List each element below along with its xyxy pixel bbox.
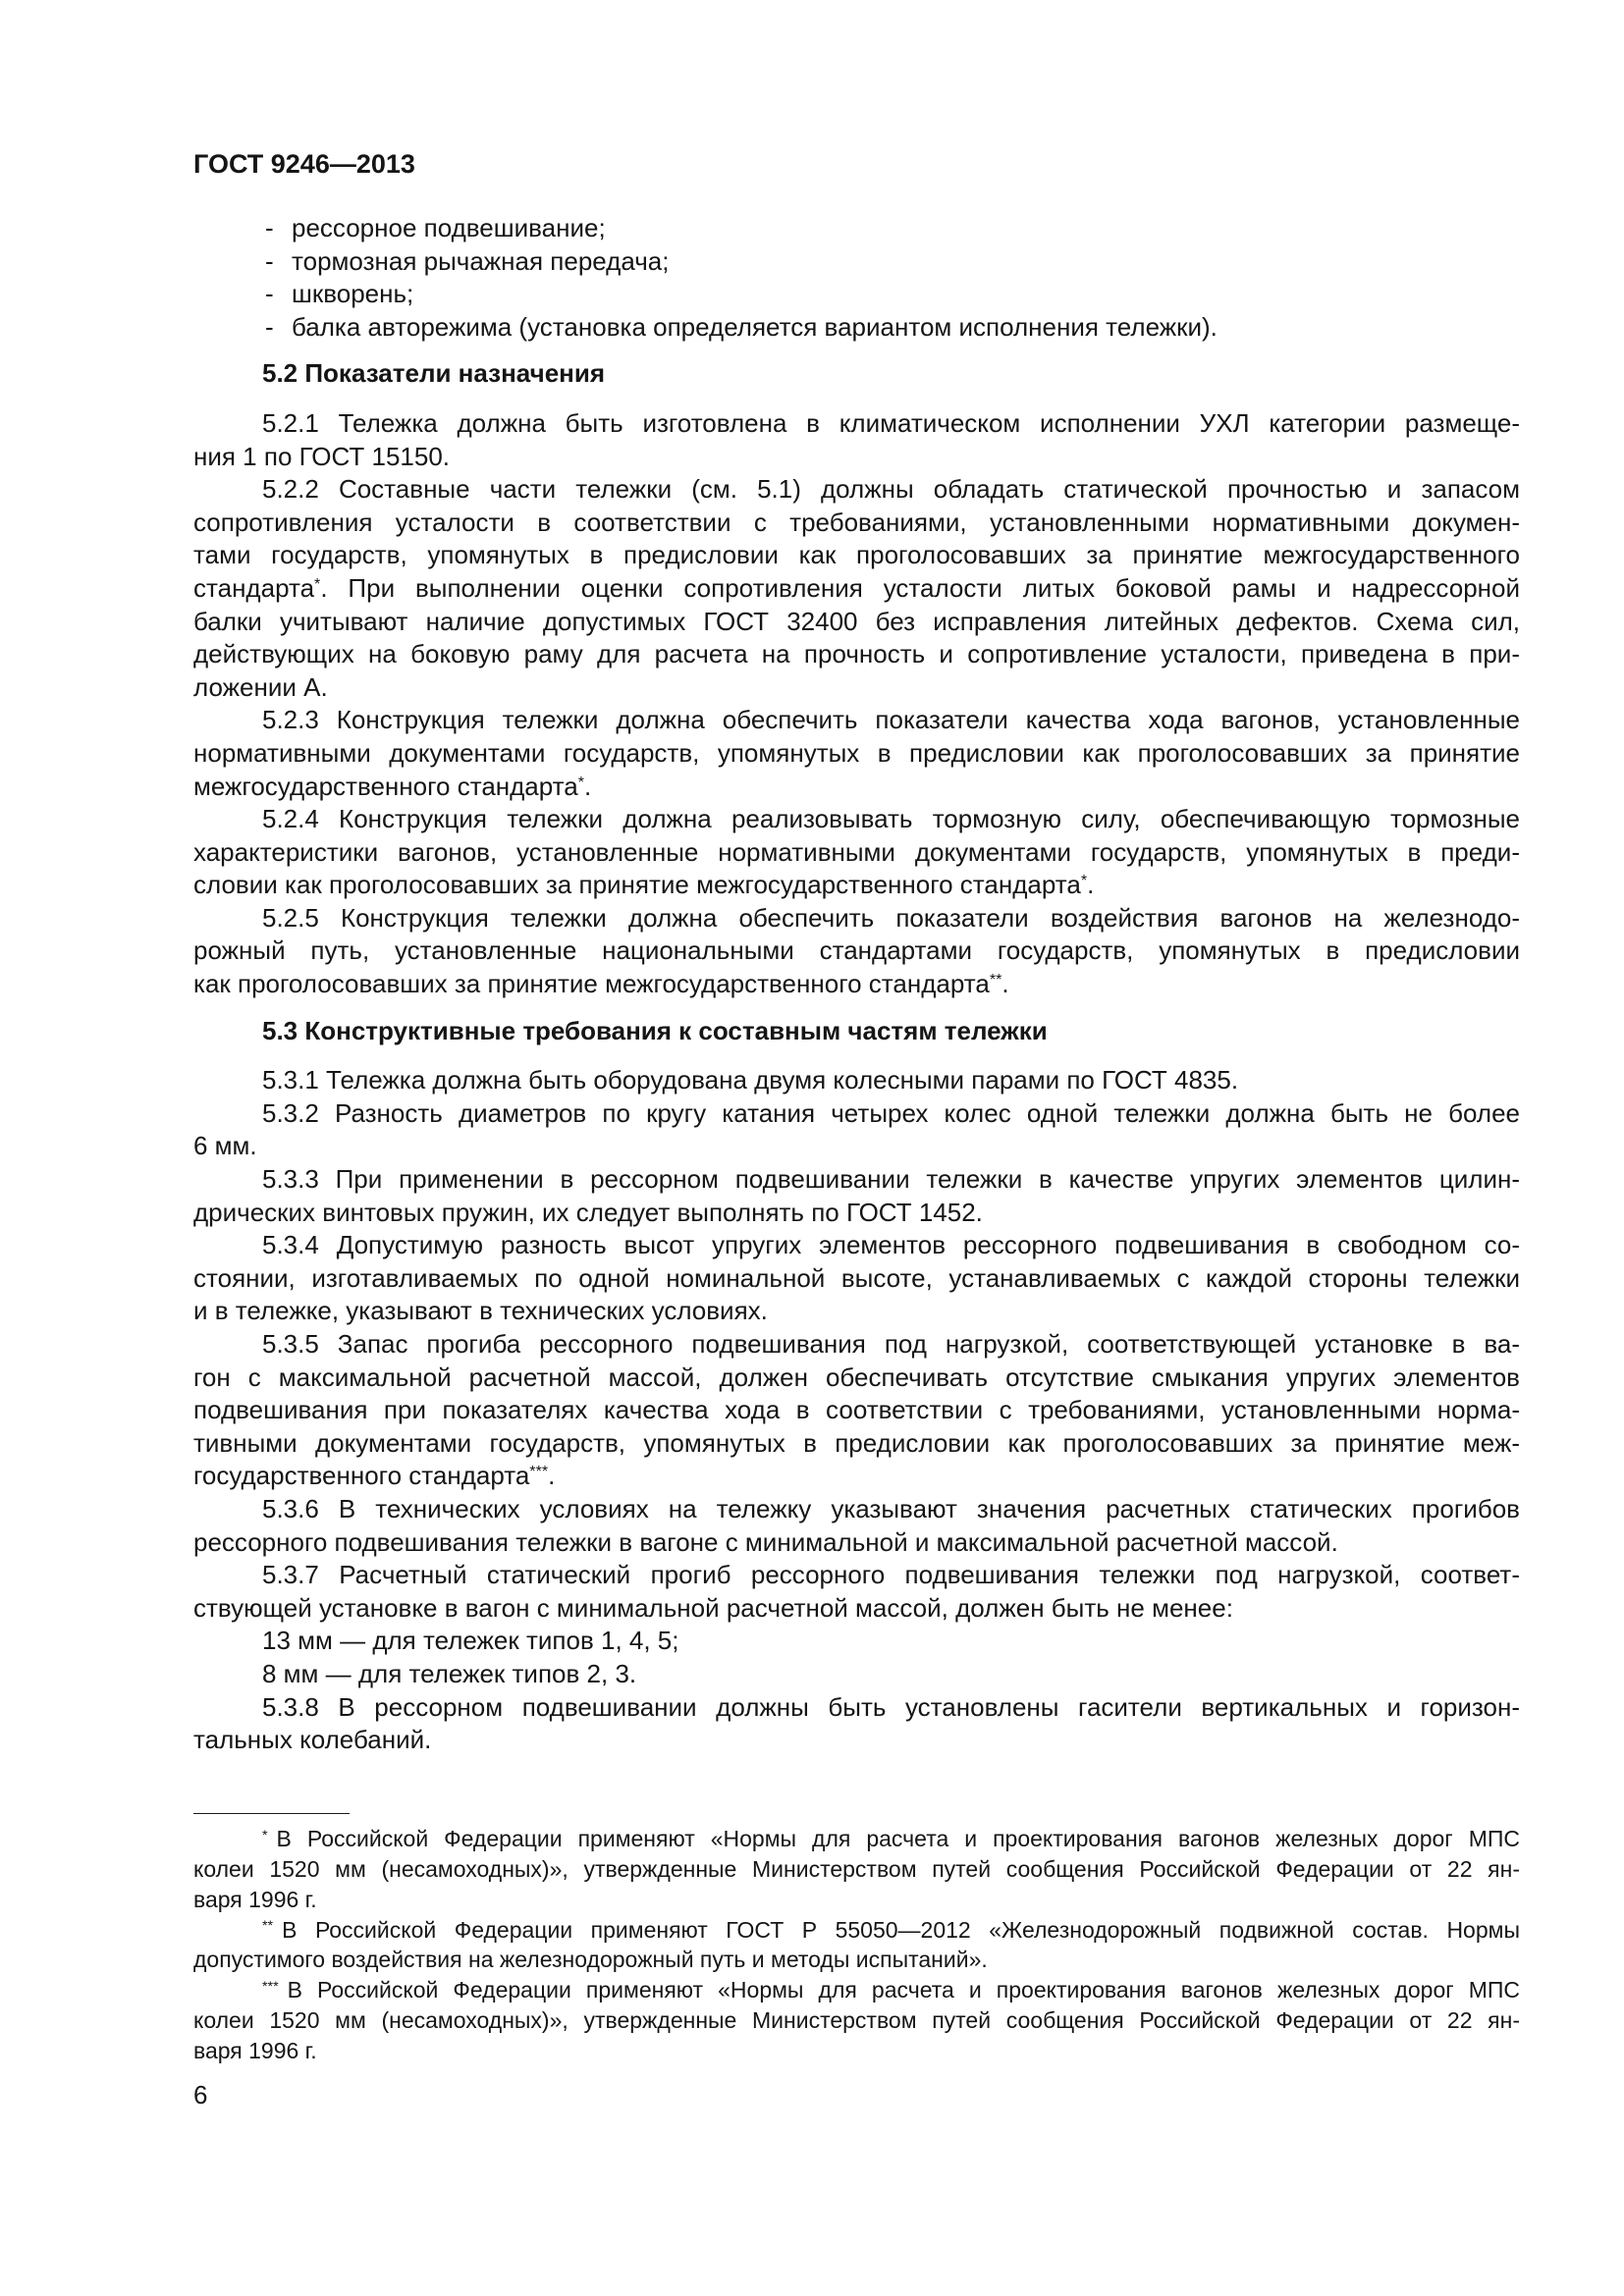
text-line: 5.2.5 Конструкция тележки должна обеспечить показатели воздействия вагонов на железнодо- <box>262 902 1520 933</box>
list-item-text: шкворень; <box>292 279 414 309</box>
text-line: 6 мм. <box>193 1131 257 1161</box>
list-item <box>193 278 1520 311</box>
list-item-text: рессорное подвешивание; <box>292 213 606 242</box>
paragraph <box>193 1064 1520 1097</box>
text-line <box>193 1915 1520 1946</box>
footnote <box>193 1824 1520 1915</box>
list-item-text: тормозная рычажная передача; <box>292 245 670 276</box>
paragraph <box>193 407 1520 473</box>
list-item <box>193 212 1520 245</box>
text-line: гон с максимальной расчетной массой, должен обеспечивать отсутствие смыкания упругих элементов <box>193 1362 1520 1392</box>
text-line: нормативными документами государств, упомянутых в предисловии как проголосовавших за принятие <box>193 737 1520 768</box>
text-line: стоянии, изготавливаемых по одной номинальной высоте, устанавливаемых с каждой стороны тележки <box>193 1262 1520 1293</box>
section-heading: 5.3 Конструктивные требования к составным частям тележки <box>262 1015 1048 1045</box>
paragraph <box>193 1097 1520 1163</box>
text-line: ствующей установке в вагон с минимальной расчетной массой, должен быть не менее: <box>193 1592 1233 1623</box>
text-line: 8 мм — для тележек типов 2, 3. <box>262 1658 637 1688</box>
line-text: . <box>548 1461 556 1491</box>
bullet-list <box>193 212 1520 344</box>
paragraph <box>193 1559 1520 1625</box>
text-line: действующих на боковую раму для расчета на прочность и сопротивление усталости, приведена в при- <box>193 639 1520 669</box>
section <box>193 1015 1520 1757</box>
text-line: тивными документами государств, упомянутых в предисловии как проголосовавших за принятие меж- <box>193 1427 1520 1458</box>
paragraph <box>193 803 1520 902</box>
text-line <box>193 968 1520 1001</box>
list-bullet: - <box>265 311 274 342</box>
line-text: В Российской Федерации применяют «Нормы для расчета и проектирования вагонов железных дорог МПС <box>287 1977 1520 2003</box>
line-text: государственного стандарта <box>193 1461 530 1491</box>
section-heading: 5.2 Показатели назначения <box>262 358 606 389</box>
paragraph <box>193 704 1520 803</box>
text-line: 13 мм — для тележек типов 1, 4, 5; <box>262 1626 679 1656</box>
footnote-reference-marker: * <box>577 773 585 791</box>
paragraph <box>193 1625 1520 1658</box>
footnote-marker: *** <box>262 1979 279 1996</box>
footnote-reference-marker: ** <box>989 971 1002 989</box>
text-line: дрических винтовых пружин, их следует выполнять по ГОСТ 1452. <box>193 1197 983 1227</box>
text-line: подвешивания при показателях качества хода в соответствии с требованиями, установленными норма- <box>193 1395 1520 1425</box>
text-line: рессорного подвешивания тележки в вагоне с минимальной и максимальной расчетной массой. <box>193 1526 1338 1557</box>
text-line: 5.3.4 Допустимую разность высот упругих элементов рессорного подвешивания в свободном со- <box>262 1230 1520 1260</box>
text-line: варя 1996 г. <box>193 2038 317 2064</box>
line-text: . При выполнении оценки сопротивления усталости литых боковой рамы и надрессорной <box>320 572 1520 603</box>
text-line: 5.3.6 В технических условиях на тележку указывают значения расчетных статических прогибов <box>262 1493 1520 1523</box>
footnote-reference-marker: *** <box>529 1463 549 1481</box>
paragraph <box>193 1163 1520 1229</box>
paragraph <box>193 1328 1520 1493</box>
line-text: межгосударственного стандарта <box>193 771 578 801</box>
text-line: колеи 1520 мм (несамоходных)», утвержденные Министерством путей сообщения Российской Федерации от 22 ян- <box>193 2007 1520 2034</box>
line-text: В Российской Федерации применяют «Нормы для расчета и проектирования вагонов железных дорог МПС <box>276 1826 1520 1851</box>
paragraph <box>193 1493 1520 1559</box>
line-text: . <box>1001 969 1009 999</box>
text-line: колеи 1520 мм (несамоходных)», утвержденные Министерством путей сообщения Российской Федерации от 22 ян- <box>193 1855 1520 1882</box>
text-line: 5.2.1 Тележка должна быть изготовлена в климатическом исполнении УХЛ категории размеще- <box>262 407 1520 438</box>
section <box>193 357 1520 1000</box>
text-line: допустимого воздействия на железнодорожный путь и методы испытаний». <box>193 1947 988 1973</box>
text-line <box>193 572 1520 606</box>
document-header: ГОСТ 9246—2013 <box>193 149 415 179</box>
list-bullet: - <box>265 245 274 276</box>
text-line: 5.3.7 Расчетный статический прогиб рессорного подвешивания тележки под нагрузкой, соответ- <box>262 1560 1520 1590</box>
text-line: ния 1 по ГОСТ 15150. <box>193 441 451 471</box>
text-line: тами государств, упомянутых в предисловии как проголосовавших за принятие межгосударственного <box>193 540 1520 570</box>
paragraph <box>193 473 1520 704</box>
line-text: . <box>1087 870 1095 900</box>
text-line <box>193 869 1520 902</box>
list-bullet: - <box>265 279 274 309</box>
text-line: характеристики вагонов, установленные нормативными документами государств, упомянутых в преди- <box>193 836 1520 867</box>
line-text: В Российской Федерации применяют ГОСТ Р 55050—2012 «Железнодорожный подвижной состав. Нормы <box>282 1916 1520 1943</box>
text-line: 5.2.2 Составные части тележки (см. 5.1) должны обладать статической прочностью и запасом <box>262 474 1520 505</box>
line-text: . <box>584 771 592 801</box>
sections <box>193 357 1520 1756</box>
text-line: 5.3.1 Тележка должна быть оборудована двумя колесными парами по ГОСТ 4835. <box>262 1065 1239 1095</box>
paragraph <box>193 902 1520 1001</box>
text-line <box>193 1975 1520 2005</box>
list-item <box>193 311 1520 345</box>
list-bullet: - <box>265 213 274 242</box>
text-line: 5.3.3 При применении в рессорном подвешивании тележки в качестве упругих элементов цилин- <box>262 1164 1520 1195</box>
footnote-separator <box>193 1813 350 1814</box>
footnote-reference-marker: * <box>1080 872 1088 890</box>
text-line: тальных колебаний. <box>193 1725 432 1755</box>
paragraph <box>193 1658 1520 1691</box>
text-line: рожный путь, установленные национальными стандартами государств, упомянутых в предисловии <box>193 935 1520 966</box>
text-line: и в тележке, указывают в технических условиях. <box>193 1296 768 1326</box>
text-line <box>193 771 1520 804</box>
footnote <box>193 1915 1520 1976</box>
text-line <box>193 1824 1520 1854</box>
line-text: как проголосовавших за принятие межгосударственного стандарта <box>193 969 990 999</box>
text-line: 5.2.3 Конструкция тележки должна обеспечить показатели качества хода вагонов, установленные <box>262 705 1520 735</box>
line-text: стандарта <box>193 572 315 603</box>
paragraph <box>193 1229 1520 1328</box>
list-item-text: балка авторежима (установка определяется вариантом исполнения тележки). <box>292 311 1218 342</box>
text-line: ложении А. <box>193 671 328 702</box>
footnote-reference-marker: * <box>314 574 321 593</box>
footnotes <box>193 1824 1520 2066</box>
footnote-marker: * <box>262 1827 268 1843</box>
page-number: 6 <box>193 2080 208 2109</box>
line-text: словии как проголосовавших за принятие межгосударственного стандарта <box>193 870 1081 900</box>
list-item <box>193 245 1520 279</box>
text-line <box>193 1460 1520 1493</box>
footnote <box>193 1975 1520 2066</box>
text-line: 5.2.4 Конструкция тележки должна реализовывать тормозную силу, обеспечивающую тормозные <box>262 804 1520 834</box>
text-line: сопротивления усталости в соответствии с требованиями, установленными нормативными докумен- <box>193 507 1520 537</box>
text-line: 5.3.2 Разность диаметров по кругу катания четырех колес одной тележки должна быть не более <box>262 1097 1520 1128</box>
text-line: балки учитывают наличие допустимых ГОСТ 32400 без исправления литейных дефектов. Схема сил, <box>193 606 1520 636</box>
text-line: варя 1996 г. <box>193 1886 317 1912</box>
text-line: 5.3.5 Запас прогиба рессорного подвешивания под нагрузкой, соответствующей установке в ва- <box>262 1329 1520 1359</box>
footnote-marker: ** <box>262 1918 274 1935</box>
text-line: 5.3.8 В рессорном подвешивании должны быть установлены гасители вертикальных и горизон- <box>262 1691 1520 1722</box>
document-body <box>193 212 1520 1757</box>
paragraph <box>193 1691 1520 1757</box>
